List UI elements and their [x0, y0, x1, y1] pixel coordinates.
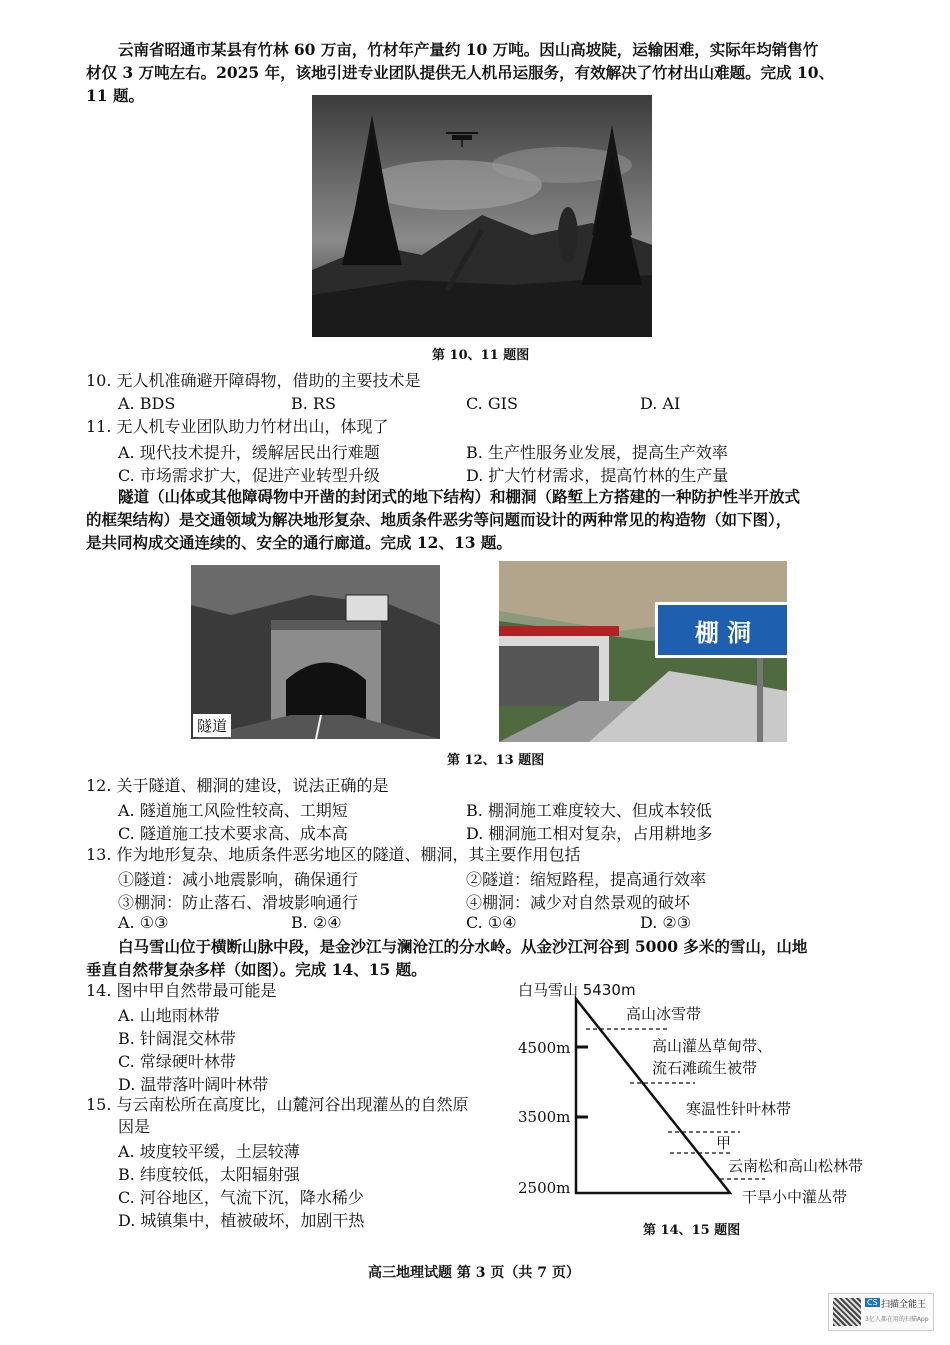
q10-option-a: A. BDS [118, 394, 176, 413]
zone-alpine-snow: 高山冰雪带 [626, 1005, 702, 1023]
q13-option-c: C. ①④ [466, 913, 517, 932]
q12-option-a: A. 隧道施工风险性较高、工期短 [118, 801, 348, 820]
y-label-3500: 3500m [518, 1108, 571, 1126]
vertical-zone-diagram [510, 975, 910, 1215]
q13-statement-4: ④棚洞：减少对自然景观的破坏 [466, 893, 691, 912]
zone-alpine-shrub-b: 流石滩疏生被带 [652, 1059, 758, 1077]
mountain-profile [576, 999, 730, 1193]
q11-option-d: D. 扩大竹材需求，提高竹林的生产量 [466, 466, 729, 485]
tunnel-photo [191, 565, 440, 739]
fig1-caption: 第 10、11 题图 [432, 348, 530, 363]
zone-yunnan-pine: 云南松和高山松林带 [728, 1157, 864, 1175]
q10-option-d: D. AI [640, 394, 681, 413]
shed-sign: 棚 洞 [655, 602, 787, 658]
zone-alpine-shrub-a: 高山灌丛草甸带、 [652, 1037, 773, 1055]
intro2-line2: 的框架结构）是交通领域为解决地形复杂、地质条件恶劣等问题而设计的两种常见的构造物（如下图）， [86, 510, 792, 529]
peak-label: 白马雪山 5430m [518, 981, 636, 999]
q15-stem-line2: 因是 [118, 1117, 151, 1136]
q13-option-a: A. ①③ [118, 913, 169, 932]
tunnel-label: 隧道 [193, 714, 231, 737]
qr-code-icon [833, 1298, 861, 1326]
q11-option-c: C. 市场需求扩大，促进产业转型升级 [118, 466, 380, 485]
intro1-line1: 云南省昭通市某县有竹林 60 万亩，竹材年产量约 10 万吨。因山高坡陡，运输困难，实际年均销售竹 [118, 40, 819, 59]
q15-option-a: A. 坡度较平缓，土层较薄 [118, 1142, 300, 1161]
q13-option-b: B. ②④ [291, 913, 342, 932]
q10-option-c: C. GIS [466, 394, 518, 413]
y-label-2500: 2500m [518, 1179, 571, 1197]
q13-statement-3: ③棚洞：防止落石、滑坡影响通行 [118, 893, 359, 912]
page-footer: 高三地理试题 第 3 页（共 7 页） [368, 1265, 580, 1281]
q14-option-c: C. 常绿硬叶林带 [118, 1052, 236, 1071]
zone-dry-shrub: 干旱小中灌丛带 [742, 1188, 848, 1206]
q12-option-c: C. 隧道施工技术要求高、成本高 [118, 824, 348, 843]
q11-option-a: A. 现代技术提升，缓解居民出行难题 [118, 443, 380, 462]
q15-option-c: C. 河谷地区，气流下沉，降水稀少 [118, 1188, 364, 1207]
q11-option-b: B. 生产性服务业发展，提高生产效率 [466, 443, 728, 462]
q10-option-b: B. RS [291, 394, 336, 413]
zone-coniferous: 寒温性针叶林带 [686, 1100, 792, 1118]
intro2-line3: 是共同构成交通连续的、安全的通行廊道。完成 12、13 题。 [86, 533, 512, 552]
intro1-line2: 材仅 3 万吨左右。2025 年，该地引进专业团队提供无人机吊运服务，有效解决了竹材出山难题。完成 10、 [86, 63, 835, 82]
fig3-caption: 第 14、15 题图 [643, 1223, 741, 1238]
q14-option-d: D. 温带落叶阔叶林带 [118, 1075, 269, 1094]
rock-shed-photo [499, 561, 787, 742]
y-label-4500: 4500m [518, 1039, 571, 1057]
fig2-caption: 第 12、13 题图 [447, 753, 545, 768]
q14-option-a: A. 山地雨林带 [118, 1006, 220, 1025]
watermark-sub: 3亿人都在用的扫描App [865, 1316, 929, 1323]
q13-option-d: D. ②③ [640, 913, 692, 932]
scanner-watermark [828, 1293, 934, 1331]
intro2-line1: 隧道（山体或其他障碍物中开凿的封闭式的地下结构）和棚洞（路堑上方搭建的一种防护性半开放式 [118, 487, 801, 506]
q10-stem: 10. 无人机准确避开障碍物，借助的主要技术是 [86, 371, 421, 390]
q15-option-b: B. 纬度较低，太阳辐射强 [118, 1165, 300, 1184]
q13-statement-1: ①隧道：减小地震影响，确保通行 [118, 870, 359, 889]
q15-stem-line1: 15. 与云南松所在高度比，山麓河谷出现灌丛的自然原 [86, 1095, 469, 1114]
watermark-title: 扫描全能王 [881, 1300, 927, 1310]
q13-statement-2: ②隧道：缩短路程，提高通行效率 [466, 870, 707, 889]
q14-stem: 14. 图中甲自然带最可能是 [86, 981, 277, 1000]
zone-jia: 甲 [716, 1134, 732, 1152]
q15-option-d: D. 城镇集中，植被破坏，加剧干热 [118, 1211, 365, 1230]
drone-photo [312, 95, 652, 337]
q12-option-d: D. 棚洞施工相对复杂，占用耕地多 [466, 824, 713, 843]
intro3-line1: 白马雪山位于横断山脉中段，是金沙江与澜沧江的分水岭。从金沙江河谷到 5000 多米的雪山，山地 [118, 937, 808, 956]
q12-option-b: B. 棚洞施工难度较大、但成本较低 [466, 801, 712, 820]
intro3-line2: 垂直自然带复杂多样（如图）。完成 14、15 题。 [86, 960, 427, 979]
q14-option-b: B. 针阔混交林带 [118, 1029, 236, 1048]
cs-badge: CS [867, 1298, 878, 1307]
intro1-line3: 11 题。 [86, 86, 144, 105]
q13-stem: 13. 作为地形复杂、地质条件恶劣地区的隧道、棚洞，其主要作用包括 [86, 845, 581, 864]
q11-stem: 11. 无人机专业团队助力竹材出山，体现了 [86, 417, 389, 436]
q12-stem: 12. 关于隧道、棚洞的建设，说法正确的是 [86, 776, 389, 795]
